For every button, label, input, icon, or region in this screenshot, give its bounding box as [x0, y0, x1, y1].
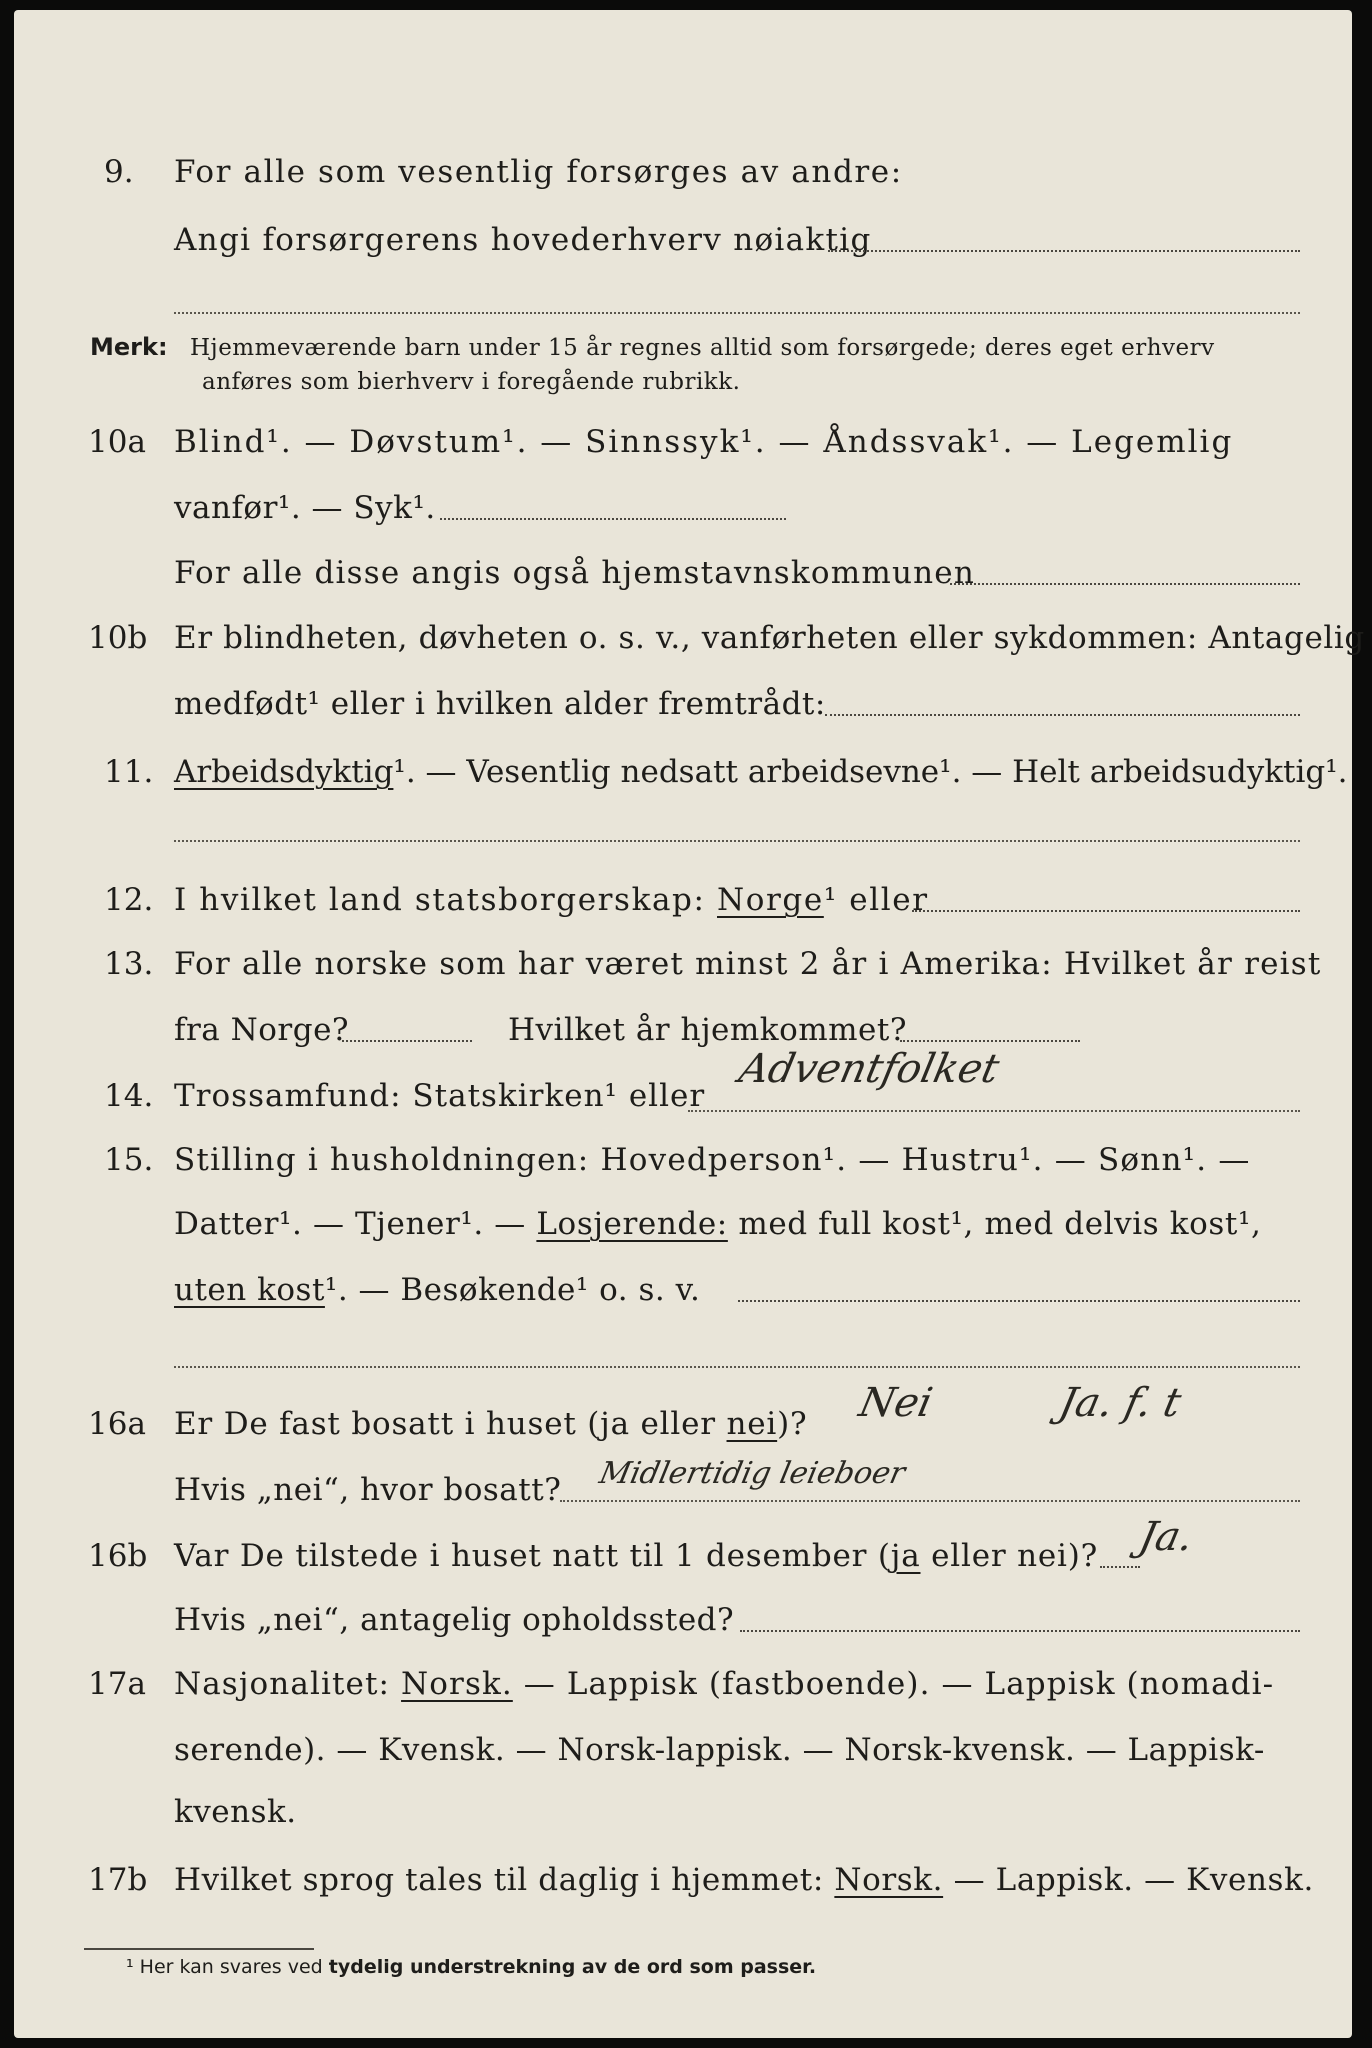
q17a-line3: kvensk. [174, 1794, 297, 1830]
q10a-line3: For alle disse angis også hjemstavnskommunen [174, 555, 975, 591]
q17a-norsk: Norsk. [401, 1666, 513, 1702]
q13-hjemkommet-line[interactable] [900, 1040, 1080, 1042]
q15-answer-line-2[interactable] [174, 1366, 1300, 1368]
merk-label: Merk: [90, 333, 168, 361]
q13-reist-line[interactable] [342, 1040, 472, 1042]
q11-rest: ¹. — Vesentlig nedsatt arbeidsevne¹. — Helt arbeidsudyktig¹. [393, 754, 1348, 790]
question-number-17b: 17b [88, 1862, 148, 1898]
q12-norge: Norge [717, 882, 824, 918]
q15-answer-line[interactable] [738, 1300, 1300, 1302]
question-number-9: 9. [104, 154, 134, 190]
question-number-15: 15. [104, 1142, 154, 1178]
q10b-line1: Er blindheten, døvheten o. s. v., vanførheten eller sykdommen: Antagelig [174, 620, 1365, 656]
q16b-handwritten-answer: Ja. [1135, 1514, 1198, 1560]
q16b-ja: ja [890, 1538, 921, 1574]
question-number-17a: 17a [88, 1666, 146, 1702]
q16a-handwritten-answer-3: Midlertidig leieboer [596, 1456, 909, 1491]
q16b-answer-line[interactable] [1100, 1566, 1140, 1568]
question-number-13: 13. [104, 946, 154, 982]
footnote-mark: ¹ [126, 1956, 134, 1978]
question-number-16b: 16b [88, 1538, 148, 1574]
q12-answer-line[interactable] [912, 910, 1300, 912]
footnote-rule [84, 1948, 314, 1950]
q14-handwritten-answer: Adventfolket [735, 1046, 1004, 1092]
q17b-norsk: Norsk. [834, 1862, 944, 1898]
q10a-hjemstavn-line[interactable] [950, 583, 1300, 585]
q10b-line2: medfødt¹ eller i hvilken alder fremtrådt: [174, 686, 826, 722]
q16b-line1a: Var De tilstede i huset natt til 1 desember ( [174, 1538, 891, 1574]
question-number-10a: 10a [88, 424, 146, 460]
q10a-line1: Blind¹. — Døvstum¹. — Sinnssyk¹. — Åndssvak¹. — Legemlig [174, 424, 1234, 460]
q9-answer-line[interactable] [828, 250, 1300, 252]
q17a-pre: Nasjonalitet: [174, 1666, 391, 1702]
q10a-line2: vanfør¹. — Syk¹. [174, 490, 436, 526]
q11-answer-line[interactable] [174, 840, 1300, 842]
footnote-bold-text: tydelig understrekning av de ord som passer. [328, 1956, 817, 1978]
q13-line2b: Hvilket år hjemkommet? [508, 1012, 907, 1048]
q10b-answer-line[interactable] [825, 714, 1300, 716]
q16a-handwritten-answer: Nei [855, 1380, 937, 1426]
question-number-10b: 10b [88, 620, 148, 656]
q16a-line1b: )? [777, 1406, 808, 1442]
q14-text: Trossamfund: Statskirken¹ eller [174, 1078, 706, 1114]
q15-uten-kost: uten kost [174, 1272, 325, 1308]
footnote-text: Her kan svares ved [139, 1956, 323, 1978]
q17b-pre: Hvilket sprog tales til daglig i hjemmet: [174, 1862, 824, 1898]
q17b-rest: — Lappisk. — Kvensk. [953, 1862, 1314, 1898]
q15-line1: Stilling i husholdningen: Hovedperson¹. — Hustru¹. — Sønn¹. — [174, 1142, 1251, 1178]
q16a-nei: nei [726, 1406, 778, 1442]
q17a-line1rest: — Lappisk (fastboende). — Lappisk (nomadi- [523, 1666, 1275, 1702]
q9-line1: For alle som vesentlig forsørges av andre: [174, 154, 903, 190]
q17a-line2: serende). — Kvensk. — Norsk-lappisk. — Norsk-kvensk. — Lappisk- [174, 1732, 1265, 1768]
question-number-16a: 16a [88, 1406, 146, 1442]
q16a-bosatt-line[interactable] [560, 1500, 1300, 1502]
q12-post: ¹ eller [823, 882, 929, 918]
q13-line1: For alle norske som har været minst 2 år i Amerika: Hvilket år reist [174, 946, 1322, 982]
question-number-14: 14. [104, 1078, 154, 1114]
question-number-12: 12. [104, 882, 154, 918]
question-number-11: 11. [104, 754, 154, 790]
q10a-answer-line[interactable] [440, 518, 786, 520]
merk-line1: Hjemmeværende barn under 15 år regnes alltid som forsørgede; deres eget erhverv [190, 335, 1215, 361]
q15-line2a: Datter¹. — Tjener¹. — [174, 1206, 526, 1242]
q15-losjerende: Losjerende: [536, 1206, 728, 1242]
q16b-line1b: eller nei)? [920, 1538, 1099, 1574]
q15-line3b: ¹. — Besøkende¹ o. s. v. [324, 1272, 701, 1308]
q12-pre: I hvilket land statsborgerskap: [174, 882, 706, 918]
q14-answer-line[interactable] [688, 1110, 1300, 1112]
q15-line2b: med full kost¹, med delvis kost¹, [738, 1206, 1262, 1242]
q16a-line1a: Er De fast bosatt i huset (ja eller [174, 1406, 716, 1442]
merk-line2: anføres som bierhverv i foregående rubrikk. [202, 369, 741, 395]
q16a-handwritten-answer-2: Ja. f. t [1055, 1380, 1186, 1426]
q16b-opholdssted-line[interactable] [740, 1630, 1300, 1632]
q13-line2a: fra Norge? [174, 1012, 350, 1048]
q11-arbeidsdyktig: Arbeidsdyktig [174, 754, 394, 790]
q16a-line2: Hvis „nei“, hvor bosatt? [174, 1472, 562, 1508]
q16b-line2: Hvis „nei“, antagelig opholdssted? [174, 1602, 735, 1638]
q9-line2: Angi forsørgerens hovederhverv nøiaktig [174, 222, 872, 258]
q9-answer-line-2[interactable] [174, 312, 1300, 314]
